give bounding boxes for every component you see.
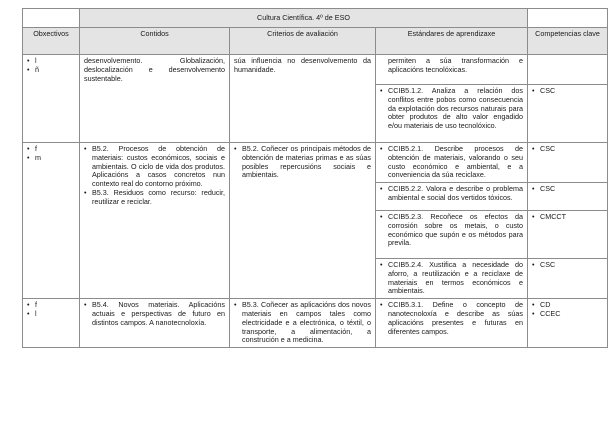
table-title: Cultura Científica. 4º de ESO: [80, 9, 528, 28]
header-standards: Estándares de aprendizaxe: [376, 28, 528, 55]
bullet-glyph: •: [380, 184, 383, 194]
standard-text: CCIB5.2.3. Recoñece os efectos da corrosión sobre os metais, o custo económico que supón e os métodos para previla.: [388, 212, 524, 248]
title-blank-cell-right: [528, 9, 608, 28]
competence-cell: [528, 183, 608, 211]
criteria-item: • B5.3. Coñecer as aplicacións dos novos materiais en campos tales como electricidade e a electrónica, o téxtil, o transporte, a alimentación, a construción e a medicina.: [234, 301, 371, 345]
competence-item: • CD: [532, 301, 603, 310]
competence-item: • CSC: [532, 145, 603, 154]
objectives-cell: [23, 299, 80, 348]
competence-cell: [528, 85, 608, 143]
objective-item: • l: [27, 57, 75, 66]
objectives-cell: [23, 55, 80, 143]
standard-cell: [376, 55, 528, 85]
criteria-cell: súa influencia no desenvolvemento da humanidade.: [230, 55, 376, 143]
competence-item: • CCEC: [532, 310, 603, 319]
table-row: [23, 143, 608, 183]
header-criteria: Criterios de avaliación: [230, 28, 376, 55]
content-item: • B5.3. Residuos como recurso: reducir, reutilizar e reciclar.: [84, 189, 225, 207]
standard-cell: [376, 259, 528, 299]
content-item: • B5.2. Procesos de obtención de materiais: custos económicos, sociais e ambientais. O ciclo de vida dos produtos. Aplicacións a casos concretos nun contexto real do contorno próximo.: [84, 145, 225, 189]
bullet-glyph: •: [380, 86, 383, 95]
table-row: [23, 299, 608, 348]
standard-cell: [376, 143, 528, 183]
competence-cell: [528, 299, 608, 348]
criteria-cell: [230, 299, 376, 348]
objectives-cell: [23, 143, 80, 299]
standard-text: CCIB5.2.4. Xustifica a necesidade do aforro, a reutilización e a reciclaxe de materiais en termos económicos e ambientais.: [388, 260, 524, 296]
competence-item: • CSC: [532, 87, 603, 96]
objective-item: • ñ: [27, 66, 75, 75]
objective-item: • f: [27, 145, 75, 154]
table-row: [23, 55, 608, 85]
standard-text: CCIB5.3.1. Define o concepto de nanotecnoloxía e describe as súas aplicacións presentes e futuras en diferentes campos.: [388, 300, 524, 336]
content-item: • B5.4. Novos materiais. Aplicacións actuais e perspectivas de futuro en distintos campos. A nanotecnoloxía.: [84, 301, 225, 327]
objective-item: • l: [27, 310, 75, 319]
competence-item: • CSC: [532, 185, 603, 194]
header-competences: Competencias clave: [528, 28, 608, 55]
standard-text: CCIB5.1.2. Analiza a relación dos conflitos entre pobos como consecuencia da explotación dos recursos naturais para obter produtos de alto valor engadido e/ou materiais de uso tecnolóxico.: [388, 86, 524, 131]
bullet-glyph: •: [380, 300, 383, 310]
contents-cell: [80, 143, 230, 299]
curriculum-table: [22, 8, 608, 348]
table-title-row: [23, 9, 608, 28]
standard-text: permiten a súa transformación e aplicacións tecnolóxicas.: [388, 56, 524, 74]
bullet-glyph: •: [380, 212, 383, 222]
standard-text: CCIB5.2.2. Valora e describe o problema ambiental e social dos vertidos tóxicos.: [388, 184, 524, 202]
bullet-glyph: •: [380, 260, 383, 270]
competence-cell: [528, 259, 608, 299]
competence-cell: [528, 55, 608, 85]
competence-cell: [528, 143, 608, 183]
standard-text: CCIB5.2.1. Describe procesos de obtención de materiais, valorando o seu custo económico e ambiental, e a conveniencia da súa reciclaxe.: [388, 144, 524, 180]
criteria-item: • B5.2. Coñecer os principais métodos de obtención de materias primas e as súas posibles repercusións sociais e ambientais.: [234, 145, 371, 180]
standard-cell: [376, 299, 528, 348]
header-row: [23, 28, 608, 55]
criteria-cell: [230, 143, 376, 299]
header-contents: Contidos: [80, 28, 230, 55]
standard-cell: [376, 85, 528, 143]
contents-cell: [80, 299, 230, 348]
contents-cell: desenvolvemento. Globalización, deslocalización e desenvolvemento sustentable.: [80, 55, 230, 143]
competence-item: • CMCCT: [532, 213, 603, 222]
competence-cell: [528, 211, 608, 259]
standard-cell: [376, 211, 528, 259]
header-objectives: Obxectivos: [23, 28, 80, 55]
standard-cell: [376, 183, 528, 211]
objective-item: • m: [27, 154, 75, 163]
objective-item: • f: [27, 301, 75, 310]
bullet-glyph: •: [380, 144, 383, 153]
title-blank-cell: [23, 9, 80, 28]
competence-item: • CSC: [532, 261, 603, 270]
